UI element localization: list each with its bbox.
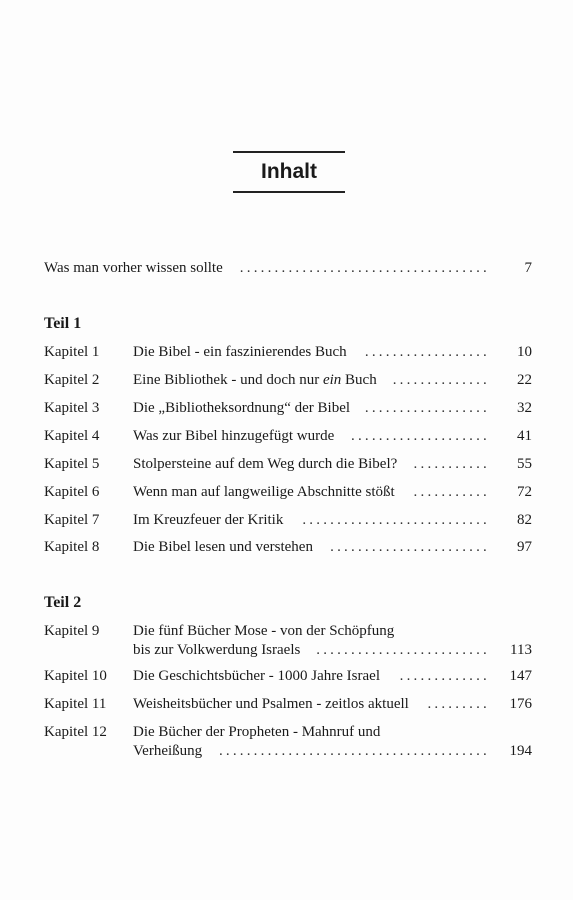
toc-entry-body [133, 399, 532, 418]
chapter-label: Kapitel 7 [44, 512, 100, 528]
toc-entry-title: Die Bibel lesen und verstehen [133, 539, 313, 555]
chapter-label: Kapitel 4 [44, 428, 100, 444]
chapter-label: Kapitel 2 [44, 372, 100, 388]
chapter-label: Kapitel 8 [44, 539, 100, 555]
toc-line [133, 695, 532, 714]
dot-leader: ....................................... [218, 743, 490, 759]
dot-leader: .................... [351, 428, 490, 444]
toc-line [133, 622, 532, 641]
dot-leader: ....................... [330, 539, 490, 555]
toc-entry-body [133, 371, 532, 390]
page-number: 147 [509, 668, 532, 684]
page-number: 72 [517, 484, 532, 500]
toc-entry-body [133, 483, 532, 502]
toc-entry-title: Die „Bibliotheksordnung“ der Bibel [133, 400, 351, 416]
toc-line [133, 511, 532, 530]
toc-entry-title: Die Geschichtsbücher - 1000 Jahre Israel [133, 668, 380, 684]
toc-entry-title: Was man vorher wissen sollte [44, 260, 223, 276]
toc-entry-body [133, 511, 532, 530]
toc-line [133, 399, 532, 418]
page-number: 82 [517, 512, 532, 528]
page-number: 41 [517, 428, 532, 444]
toc-entry-title: Eine Bibliothek - und doch nur ein Buch [133, 372, 377, 388]
toc-entry-title-continued: bis zur Volkwerdung Israels [133, 642, 301, 658]
toc-entry-title: Stolpersteine auf dem Weg durch die Bibel? [133, 456, 398, 472]
toc-line [133, 641, 532, 660]
part-heading: Teil 1 [44, 315, 82, 332]
toc-entry-title: Weisheitsbücher und Psalmen - zeitlos aktuell [133, 696, 409, 712]
toc-line [133, 371, 532, 390]
toc-entry-body [133, 622, 532, 660]
dot-leader: ......................... [316, 642, 490, 658]
page-number: 32 [517, 400, 532, 416]
toc-line [133, 723, 532, 742]
toc-entry-title: Die Bücher der Propheten - Mahnruf und [133, 724, 381, 740]
toc-entry-body [133, 455, 532, 474]
chapter-label: Kapitel 5 [44, 456, 100, 472]
toc-line [133, 427, 532, 446]
title-block [233, 151, 345, 193]
toc-line [133, 455, 532, 474]
page-number: 10 [517, 344, 532, 360]
toc-entry-title: Was zur Bibel hinzugefügt wurde [133, 428, 335, 444]
dot-leader: .................. [364, 400, 490, 416]
chapter-label: Kapitel 1 [44, 344, 100, 360]
page-number: 55 [517, 456, 532, 472]
page-number: 176 [509, 696, 532, 712]
chapter-label: Kapitel 11 [44, 696, 107, 712]
toc-entry-body [133, 538, 532, 557]
toc-line [133, 742, 532, 761]
page-number: 194 [509, 743, 532, 759]
dot-leader: ......... [427, 696, 490, 712]
part-heading: Teil 2 [44, 594, 82, 611]
dot-leader: .................................... [239, 260, 490, 276]
page-number: 7 [524, 260, 532, 276]
chapter-label: Kapitel 6 [44, 484, 100, 500]
toc-line [133, 667, 532, 686]
toc-entry-body [133, 427, 532, 446]
toc-line [44, 259, 532, 278]
toc-entry-body [133, 723, 532, 761]
page-number: 113 [510, 642, 532, 658]
dot-leader: .............. [392, 372, 490, 388]
page-number: 97 [517, 539, 532, 555]
dot-leader: ........................... [302, 512, 490, 528]
chapter-label: Kapitel 10 [44, 668, 107, 684]
toc-line [133, 343, 532, 362]
dot-leader: ........... [413, 484, 490, 500]
dot-leader: ........... [413, 456, 490, 472]
toc-entry-title: Wenn man auf langweilige Abschnitte stößt [133, 484, 395, 500]
toc-entry-title: Im Kreuzfeuer der Kritik [133, 512, 284, 528]
chapter-label: Kapitel 9 [44, 623, 100, 639]
page-title: Inhalt [261, 160, 317, 183]
chapter-label: Kapitel 12 [44, 724, 107, 740]
toc-entry-title: Die fünf Bücher Mose - von der Schöpfung [133, 623, 395, 639]
toc-entry-title-continued: Verheißung [133, 743, 203, 759]
toc-line [133, 483, 532, 502]
toc-entry-body [133, 695, 532, 714]
dot-leader: .................. [364, 344, 490, 360]
toc-line [133, 538, 532, 557]
page-number: 22 [517, 372, 532, 388]
toc-entry-body [44, 259, 532, 278]
toc-entry-body [133, 667, 532, 686]
toc-entry-title: Die Bibel - ein faszinierendes Buch [133, 344, 347, 360]
chapter-label: Kapitel 3 [44, 400, 100, 416]
toc-entry-body [133, 343, 532, 362]
dot-leader: ............. [399, 668, 490, 684]
